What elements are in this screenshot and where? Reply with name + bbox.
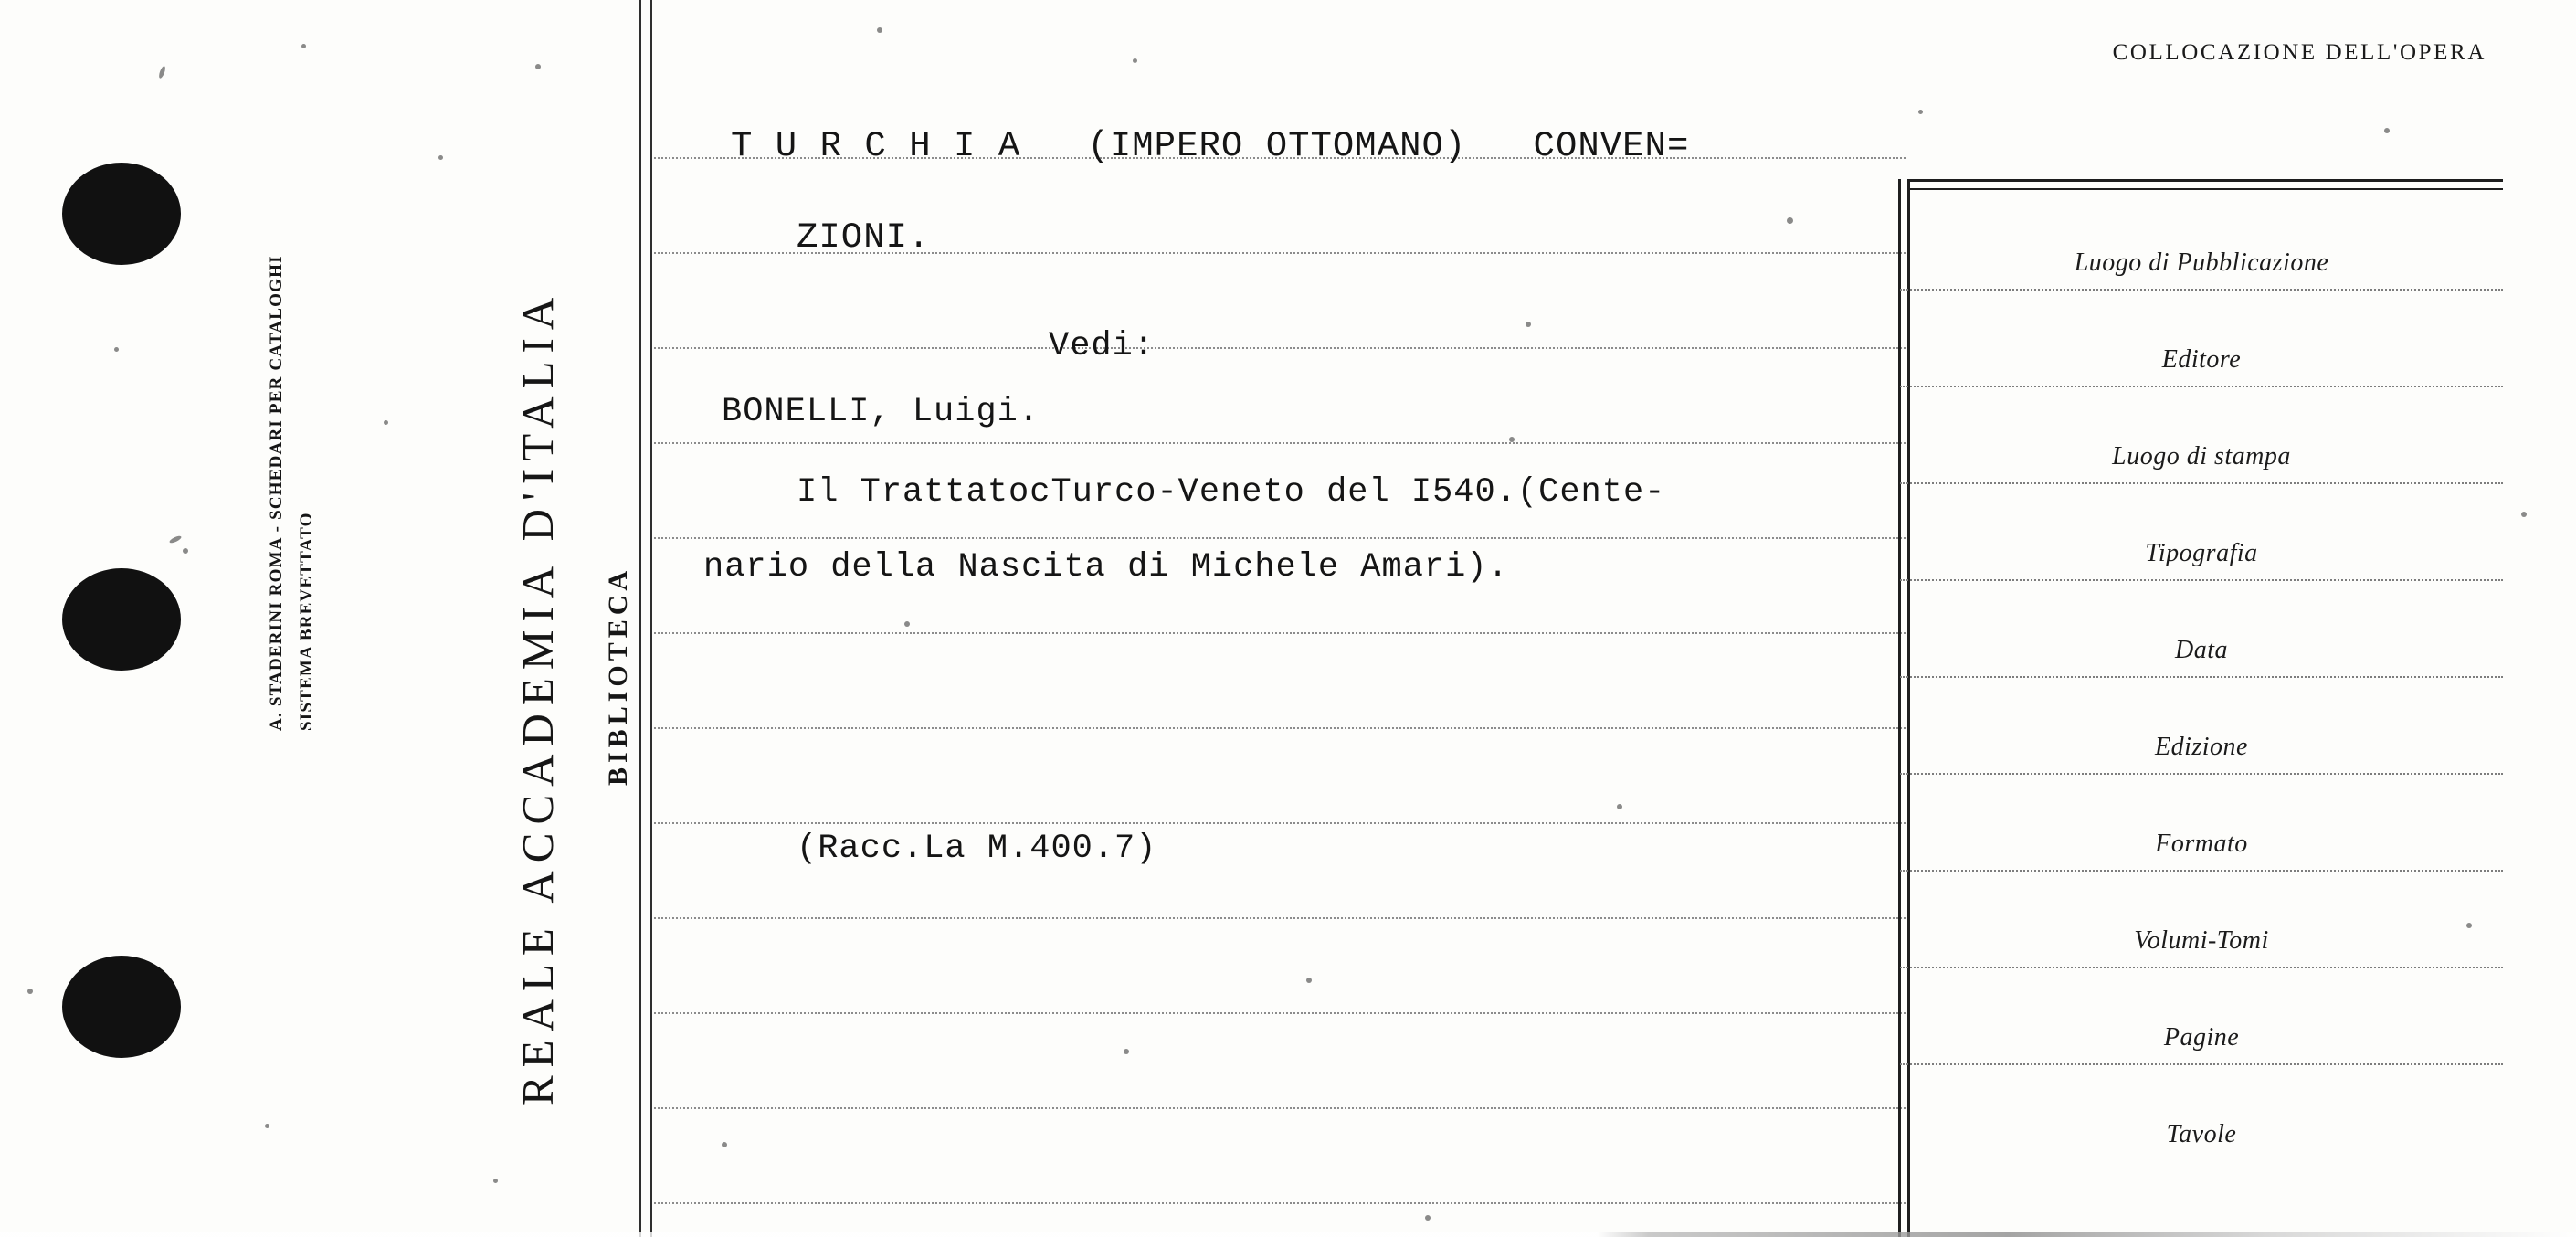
paper-speck	[2521, 512, 2527, 517]
paper-speck	[1526, 322, 1531, 327]
table-row	[1900, 775, 2503, 872]
field-label: Tavole	[2166, 1120, 2237, 1148]
table-row	[1900, 194, 2503, 291]
table-row	[1900, 968, 2503, 1065]
paper-speck	[1306, 978, 1312, 983]
scan-edge	[0, 1232, 2576, 1237]
punch-hole-icon	[62, 163, 181, 265]
institution-name: REALE ACCADEMIA D'ITALIA	[512, 289, 563, 1105]
paper-speck	[1124, 1049, 1129, 1054]
collocation-table	[1900, 179, 2503, 1160]
paper-speck	[265, 1124, 269, 1128]
paper-speck	[183, 548, 188, 554]
table-row	[1900, 872, 2503, 968]
paper-speck	[114, 347, 119, 352]
page-title: COLLOCAZIONE DELL'OPERA	[2112, 40, 2486, 65]
paper-speck	[722, 1142, 727, 1147]
entry-heading-line1: T U R C H I A (IMPERO OTTOMANO) CONVEN=	[731, 126, 1690, 166]
paper-speck	[1509, 437, 1515, 442]
punch-hole-icon	[62, 956, 181, 1058]
paper-speck	[384, 420, 388, 425]
field-label: Luogo di stampa	[2112, 442, 2291, 470]
section-name: BIBLIOTECA	[603, 566, 633, 786]
field-label: Tipografia	[2145, 539, 2258, 567]
entry-see-also: Vedi:	[1049, 327, 1156, 365]
paper-speck	[301, 44, 306, 48]
paper-speck	[493, 1179, 498, 1183]
printer-imprint-line1: A. STADERINI ROMA - SCHEDARI PER CATALOGHI	[267, 255, 286, 731]
vertical-divider	[639, 0, 641, 1237]
entry-title-line1: Il TrattatocTurco-Veneto del I540.(Cente-	[797, 473, 1666, 512]
punch-hole-icon	[62, 568, 181, 671]
entry-author: BONELLI, Luigi.	[722, 393, 1040, 431]
paper-speck	[1617, 804, 1622, 809]
paper-speck	[27, 989, 33, 994]
paper-speck	[2466, 923, 2472, 928]
paper-speck	[877, 27, 882, 33]
paper-speck	[438, 155, 443, 160]
paper-speck	[535, 64, 541, 69]
field-label: Edizione	[2155, 733, 2248, 761]
paper-speck	[1133, 58, 1137, 63]
paper-speck	[158, 66, 166, 79]
printer-imprint-line2: SISTEMA BREVETTATO	[297, 512, 316, 731]
vertical-divider	[650, 0, 652, 1237]
field-label: Pagine	[2163, 1023, 2240, 1052]
paper-speck	[1425, 1215, 1431, 1221]
entry-title-line2: nario della Nascita di Michele Amari).	[703, 548, 1509, 587]
table-row	[1900, 484, 2503, 581]
field-label: Luogo di Pubblicazione	[2074, 248, 2329, 277]
paper-speck	[1787, 217, 1793, 224]
table-row	[1900, 678, 2503, 775]
field-label: Data	[2175, 636, 2228, 664]
table-row	[1900, 387, 2503, 484]
table-row	[1900, 291, 2503, 387]
paper-speck	[2384, 128, 2390, 133]
paper-speck	[904, 621, 910, 627]
entry-shelfmark: (Racc.La M.400.7)	[797, 830, 1157, 868]
entry-heading-line2: ZIONI.	[797, 217, 931, 258]
field-label: Volumi-Tomi	[2134, 926, 2269, 955]
field-label: Editore	[2161, 345, 2242, 374]
paper-speck	[169, 534, 183, 544]
field-label: Formato	[2155, 830, 2248, 858]
table-row	[1900, 1065, 2503, 1160]
ruled-lines	[654, 0, 1906, 1237]
paper-speck	[1918, 110, 1923, 114]
table-row	[1900, 581, 2503, 678]
